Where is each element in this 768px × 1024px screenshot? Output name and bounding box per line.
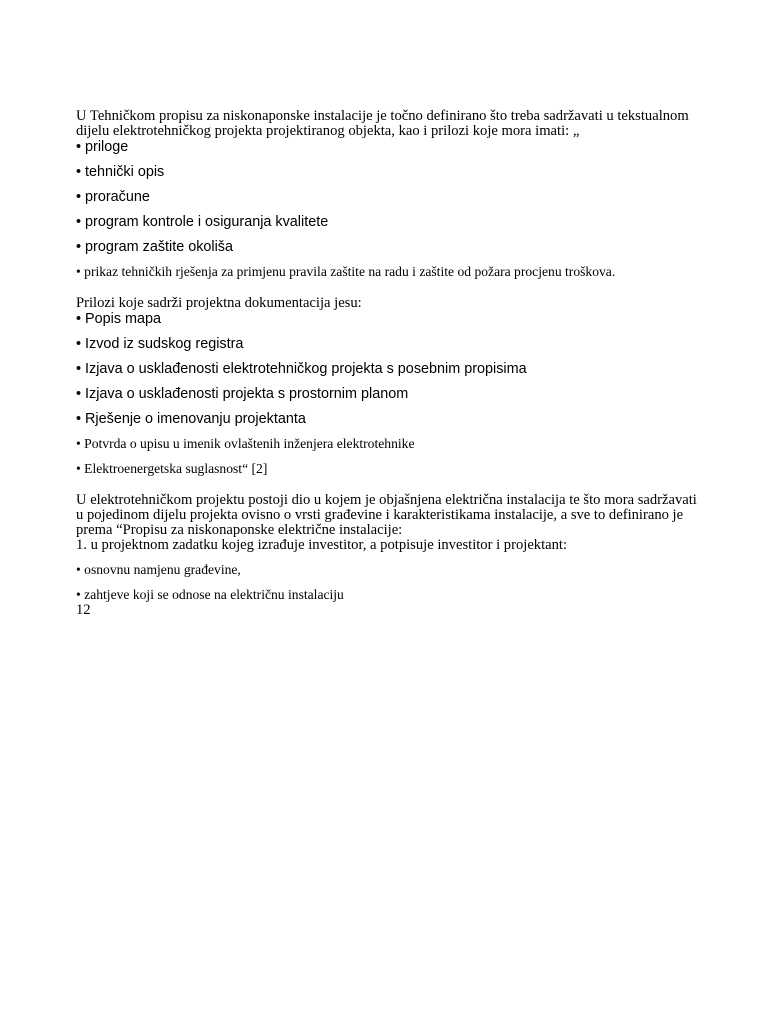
intro-line-1: U Tehničkom propisu za niskonaponske instalacije je točno definirano što treba sadržavati u tekstualnom <box>76 108 689 124</box>
project-task-list <box>76 562 716 603</box>
list-item: • osnovnu namjenu građevine, <box>76 562 241 577</box>
para2-line-3: prema “Propisu za niskonaponske električne instalacije: <box>76 522 403 538</box>
attachments-list <box>76 139 716 280</box>
para2-line-4: 1. u projektnom zadatku kojeg izrađuje investitor, a potpisuje investitor i projektant: <box>76 537 568 553</box>
document-page <box>76 109 716 618</box>
intro-line-2: dijelu elektrotehničkog projekta projektiranog objekta, kao i prilozi koje mora imati: „ <box>76 123 580 139</box>
list-item: • Izvod iz sudskog registra <box>76 336 244 352</box>
list-item: • Popis mapa <box>76 311 162 327</box>
intro-paragraph <box>76 109 716 139</box>
list-item: • program zaštite okoliša <box>76 239 234 255</box>
list-item: • Izjava o usklađenosti projekta s prostornim planom <box>76 386 409 402</box>
para2-line-1: U elektrotehničkom projektu postoji dio u kojem je objašnjena električna instalacija te što mora sadržavati <box>76 492 697 508</box>
prilozi-heading: Prilozi koje sadrži projektna dokumentacija jesu: <box>76 295 362 311</box>
list-item: • proračune <box>76 189 150 205</box>
list-item: • prikaz tehničkih rješenja za primjenu pravila zaštite na radu i zaštite od požara procjenu troškova. <box>76 264 616 279</box>
list-item: • program kontrole i osiguranja kvalitete <box>76 214 329 230</box>
para2-line-2: u pojedinom dijelu projekta ovisno o vrsti građevine i karakteristikama instalacije, a sve to definirano je <box>76 507 684 523</box>
list-item: • priloge <box>76 139 129 155</box>
page-number: 12 <box>76 602 91 618</box>
list-item: • Elektroenergetska suglasnost“ [2] <box>76 461 268 476</box>
list-item: • zahtjeve koji se odnose na električnu instalaciju <box>76 587 344 602</box>
list-item: • Rješenje o imenovanju projektanta <box>76 411 306 427</box>
list-item: • Potvrda o upisu u imenik ovlaštenih inženjera elektrotehnike <box>76 436 415 451</box>
list-item: • Izjava o usklađenosti elektrotehničkog projekta s posebnim propisima <box>76 361 527 377</box>
installation-paragraph <box>76 493 716 553</box>
documentation-list <box>76 311 716 477</box>
list-item: • tehnički opis <box>76 164 165 180</box>
